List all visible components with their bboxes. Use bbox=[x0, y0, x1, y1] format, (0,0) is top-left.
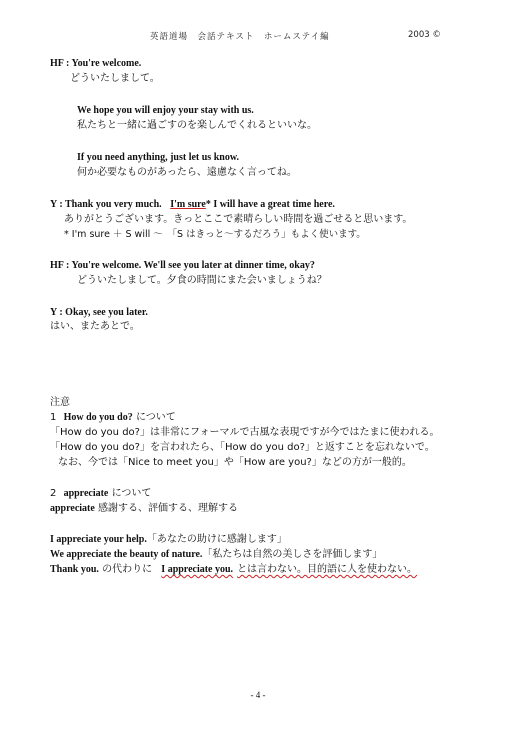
y1-english-c: * I will have a great time here. bbox=[205, 199, 335, 210]
header-year: 2003 © bbox=[408, 30, 441, 40]
note1-suffix: について bbox=[135, 412, 176, 423]
note2-word: appreciate bbox=[63, 488, 109, 499]
example-3-english-a: Thank you. bbox=[50, 564, 99, 575]
need-japanese: 何か必要なものがあったら、遠慮なく言ってね。 bbox=[77, 167, 297, 178]
example-3-wavy-text bbox=[161, 564, 417, 575]
note1-title bbox=[50, 411, 176, 425]
hope-japanese: 私たちと一緒に過ごすのを楽しんでくれるといいな。 bbox=[77, 120, 317, 131]
example-3-japanese-b: とは言わない。目的語に人を使わない。 bbox=[237, 564, 418, 575]
note2-definition bbox=[50, 502, 238, 516]
example-1-japanese: 「あなたの助けに感謝します」 bbox=[146, 534, 287, 545]
y2-japanese: はい、またあとで。 bbox=[50, 321, 140, 332]
example-2-english: We appreciate the beauty of nature. bbox=[50, 549, 203, 560]
y2-english: Y : Okay, see you later. bbox=[50, 307, 148, 318]
note2-title bbox=[50, 487, 151, 501]
hope-english: We hope you will enjoy your stay with us. bbox=[77, 105, 254, 116]
hf1-japanese: どういたしまして。 bbox=[70, 73, 160, 84]
example-3-japanese-a: の代わりに bbox=[102, 564, 153, 575]
note1-line3: なお、今では「Nice to meet you」や「How are you?」などの方が一般的。 bbox=[58, 457, 412, 468]
page-number: - 4 - bbox=[250, 690, 266, 700]
notes-heading: 注意 bbox=[50, 397, 70, 408]
note1-line2: 「How do you do?」を言われたら、「How do you do?」と返すことを忘れないで。 bbox=[50, 442, 435, 453]
example-2-japanese: 「私たちは自然の美しさを評価します」 bbox=[202, 549, 383, 560]
hf2-japanese: どういたしまして。夕食の時間にまた会いましょうね？ bbox=[77, 275, 327, 286]
example-1-english: I appreciate your help. bbox=[50, 534, 147, 545]
hf2-english: HF : You're welcome. We'll see you later at dinner time, okay? bbox=[50, 260, 315, 271]
header-title: 英語道場 会話テキスト ホームステイ編 bbox=[150, 32, 330, 42]
y1-japanese: ありがとうございます。きっとここで素晴らしい時間を過ごせると思います。 bbox=[64, 214, 413, 225]
y1-english-a: Y : Thank you very much. bbox=[50, 199, 162, 210]
note2-suffix: について bbox=[111, 488, 152, 499]
note1-line1: 「How do you do?」は非常にフォーマルで古風な表現ですが今ではたまに使われる。 bbox=[50, 427, 440, 438]
y1-english bbox=[50, 198, 335, 212]
note2-number: 2 bbox=[50, 488, 57, 499]
example-3 bbox=[50, 563, 417, 577]
y1-english-im-sure: I'm sure bbox=[170, 199, 206, 210]
need-english: If you need anything, just let us know. bbox=[77, 152, 239, 163]
y1-note: * I'm sure ＋ S will ～ 「S はきっと～するだろう」もよく使います。 bbox=[64, 229, 366, 240]
example-2 bbox=[50, 548, 382, 562]
example-1 bbox=[50, 533, 287, 547]
note1-phrase: How do you do? bbox=[63, 412, 133, 423]
note2-def-meaning: 感謝する、評価する、理解する bbox=[98, 503, 238, 514]
note1-number: 1 bbox=[50, 412, 57, 423]
example-3-english-b: I appreciate you. bbox=[161, 564, 234, 575]
note2-def-word: appreciate bbox=[50, 503, 95, 514]
hf1-english: HF : You're welcome. bbox=[50, 58, 142, 69]
